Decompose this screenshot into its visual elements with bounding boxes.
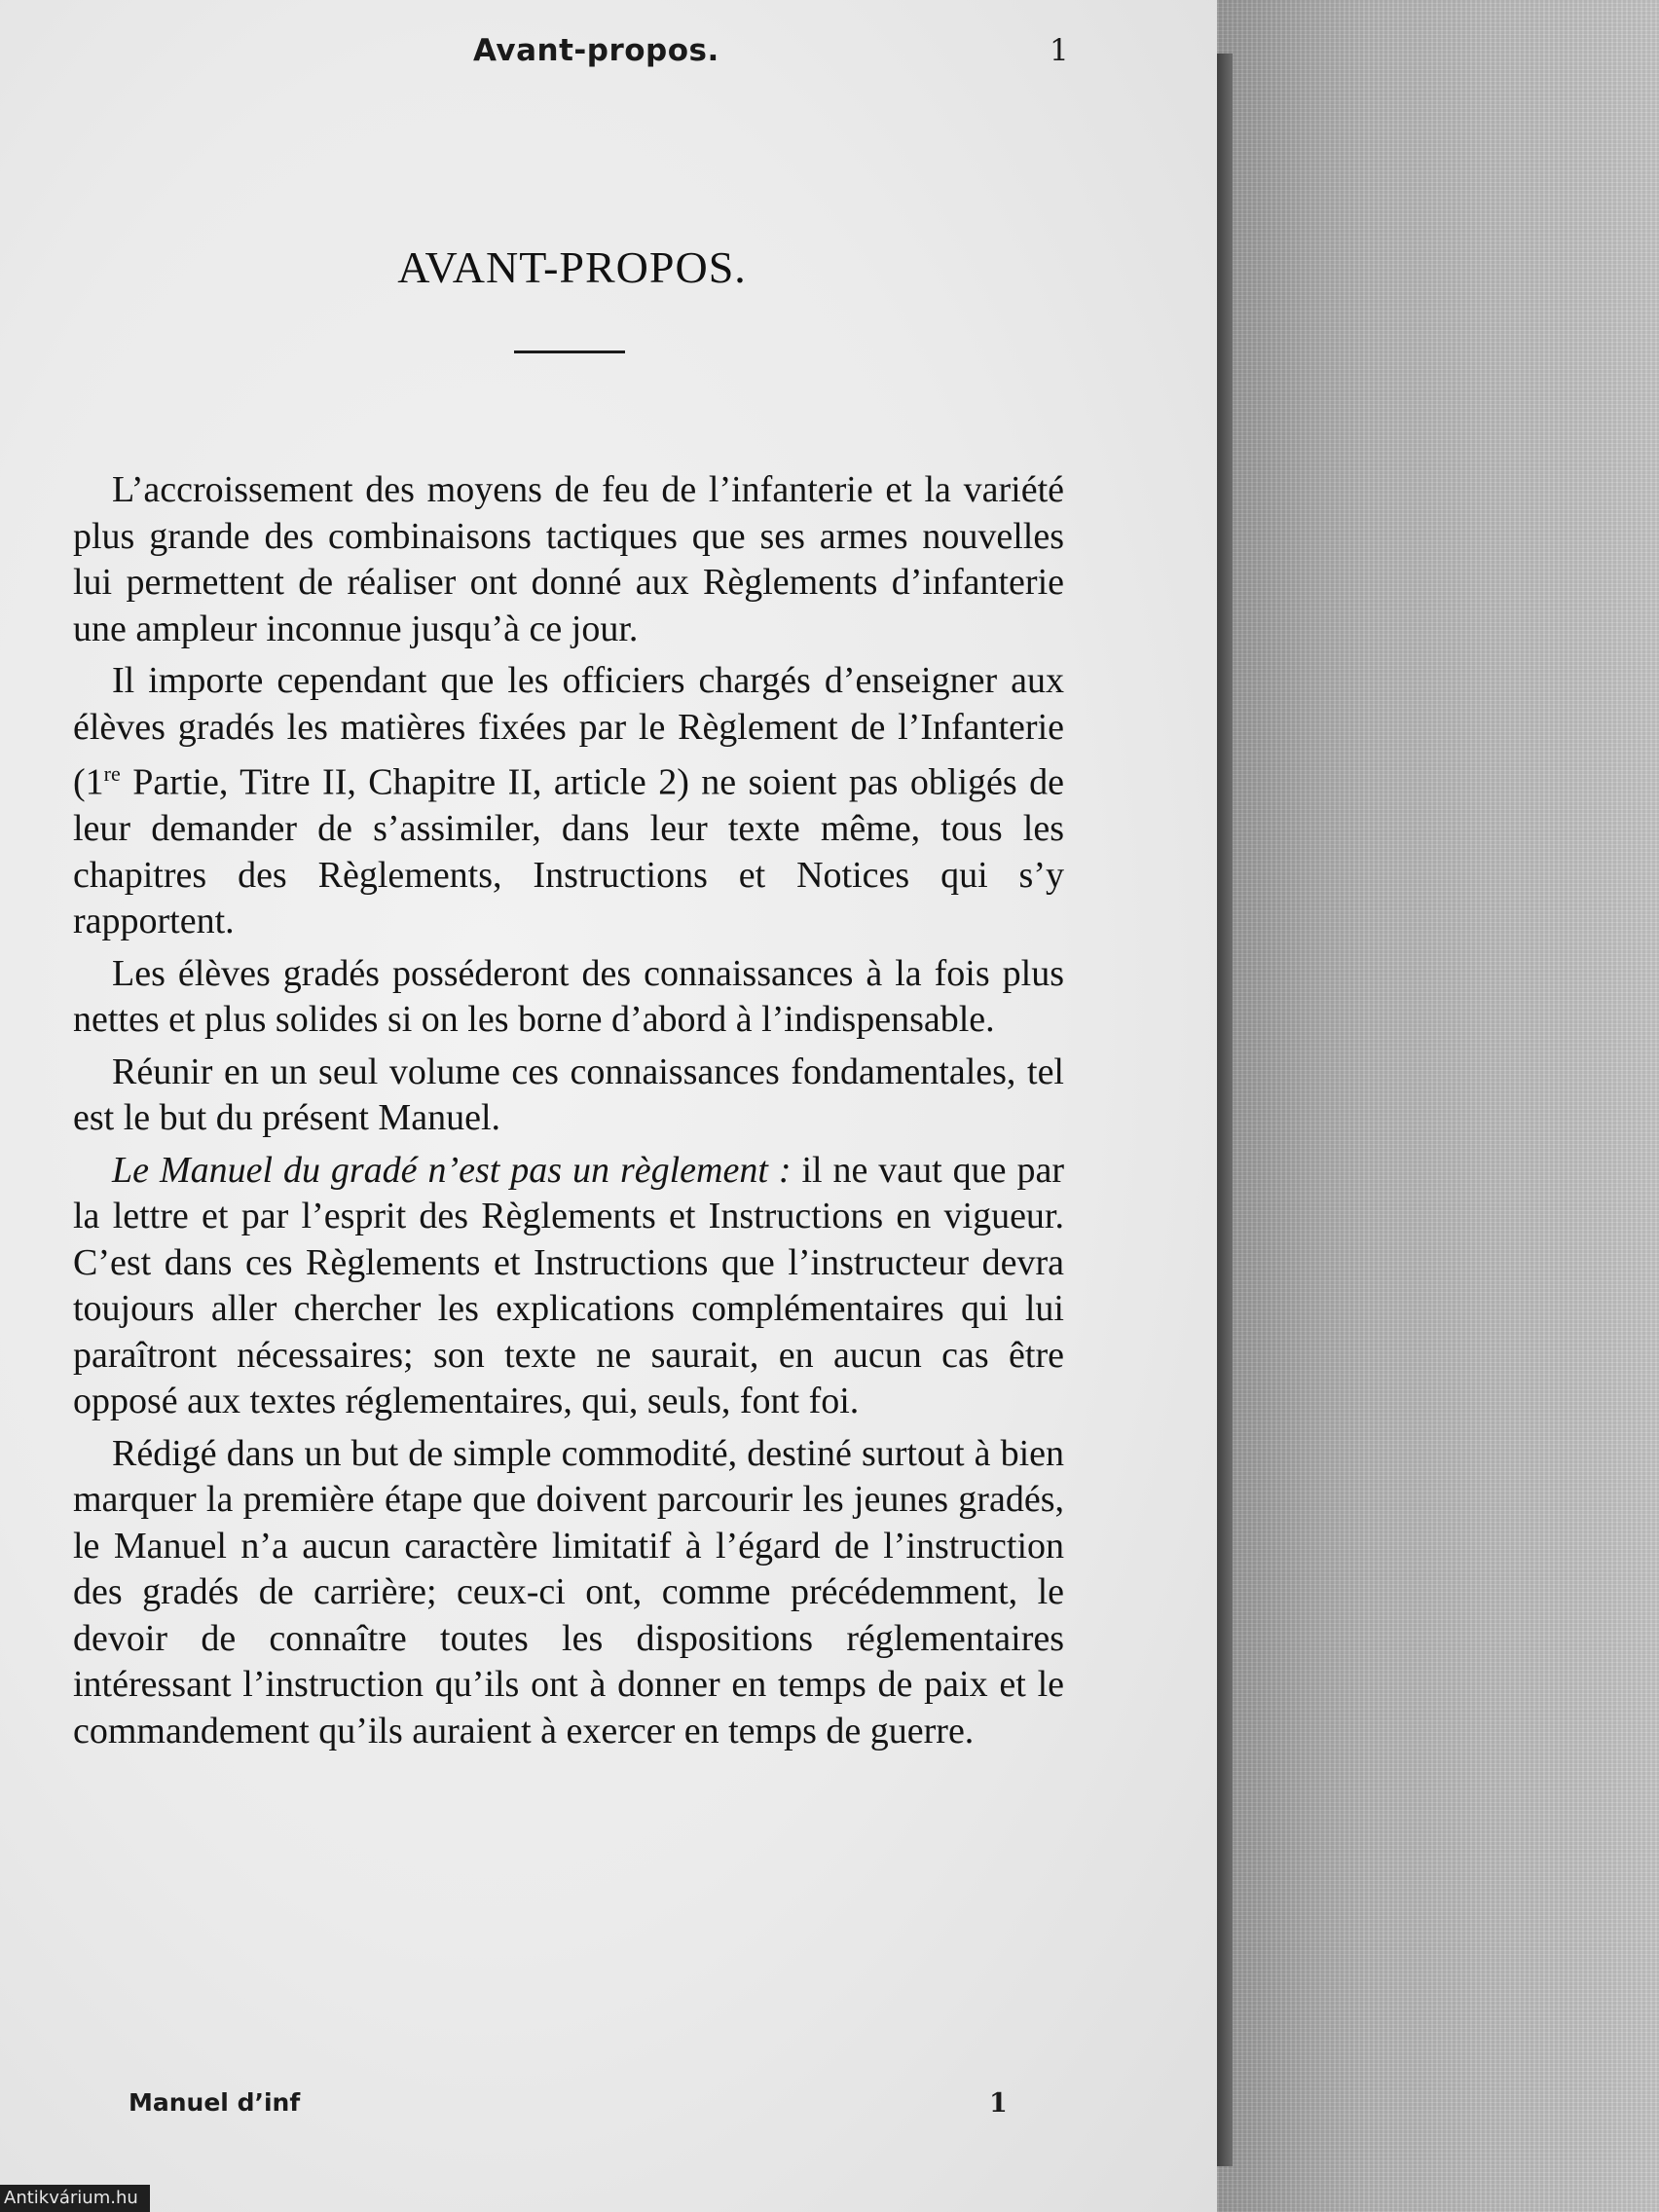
paragraph-2-start: Il importe cependant que les officiers chargés d’enseigner aux élèves gradés les matières fixées par le Règlement de l’Infanterie (1	[73, 660, 1064, 803]
paragraph-3: Les élèves gradés posséderont des connaissances à la fois plus nettes et plus solides si on les borne d’abord à l’indispensable.	[73, 952, 1064, 1041]
paragraph-2-end: Partie, Titre II, Chapitre II, article 2) ne soient pas obligés de leur demander de s’assimiler, dans leur texte même, tous les chapitres des Règlements, Instructions et Notices qui s’y rapportent.	[73, 761, 1064, 942]
paragraph-4: Réunir en un seul volume ces connaissances fondamentales, tel est le but du présent Manuel.	[73, 1051, 1064, 1139]
footer-signature: Manuel d’inf	[129, 2088, 301, 2117]
paragraph-1: L’accroissement des moyens de feu de l’infanterie et la variété plus grande des combinaisons tactiques que ses armes nouvelles lui permettent de réaliser ont donné aux Règlements d’infanterie une ampleur inconnue jusqu’à ce jour.	[73, 469, 1064, 649]
footer-sheet-number: 1	[989, 2088, 1008, 2119]
page-number: 1	[1050, 33, 1069, 68]
running-head	[0, 33, 1217, 82]
paragraph-5	[73, 1148, 1064, 1425]
book-cloth-background	[1217, 0, 1659, 2212]
paragraph-5-rest: il ne vaut que par la lettre et par l’esprit des Règlements et Instructions en vigueur. C’est dans ces Règlements et Instructions que l’instructeur devra toujours aller chercher les explications complémentaires qui lui paraîtront nécessaires; son texte ne saurait, en aucun cas être opposé aux textes réglementaires, qui, seuls, font foi.	[73, 1149, 1064, 1422]
paragraph-5-italic: Le Manuel du gradé n’est pas un règlement :	[112, 1149, 792, 1191]
paragraph-6: Rédigé dans un but de simple commodité, destiné surtout à bien marquer la première étape que doivent parcourir les jeunes gradés, le Manuel n’a aucun caractère limitatif à l’égard de l’instruction des gradés de carrière; ceux-ci ont, comme précédemment, le devoir de connaître toutes les dispositions réglementaires intéressant l’instruction qu’ils ont à donner en temps de paix et le commandement qu’ils auraient à exercer en temps de guerre.	[73, 1432, 1064, 1751]
watermark: Antikvárium.hu	[0, 2185, 150, 2212]
paragraph-2-superscript: re	[103, 761, 121, 786]
chapter-title: AVANT-PROPOS.	[397, 242, 747, 292]
body-text	[73, 467, 1064, 1760]
running-title: Avant-propos.	[473, 33, 719, 68]
paragraph-2	[73, 658, 1064, 945]
title-divider	[514, 350, 625, 353]
